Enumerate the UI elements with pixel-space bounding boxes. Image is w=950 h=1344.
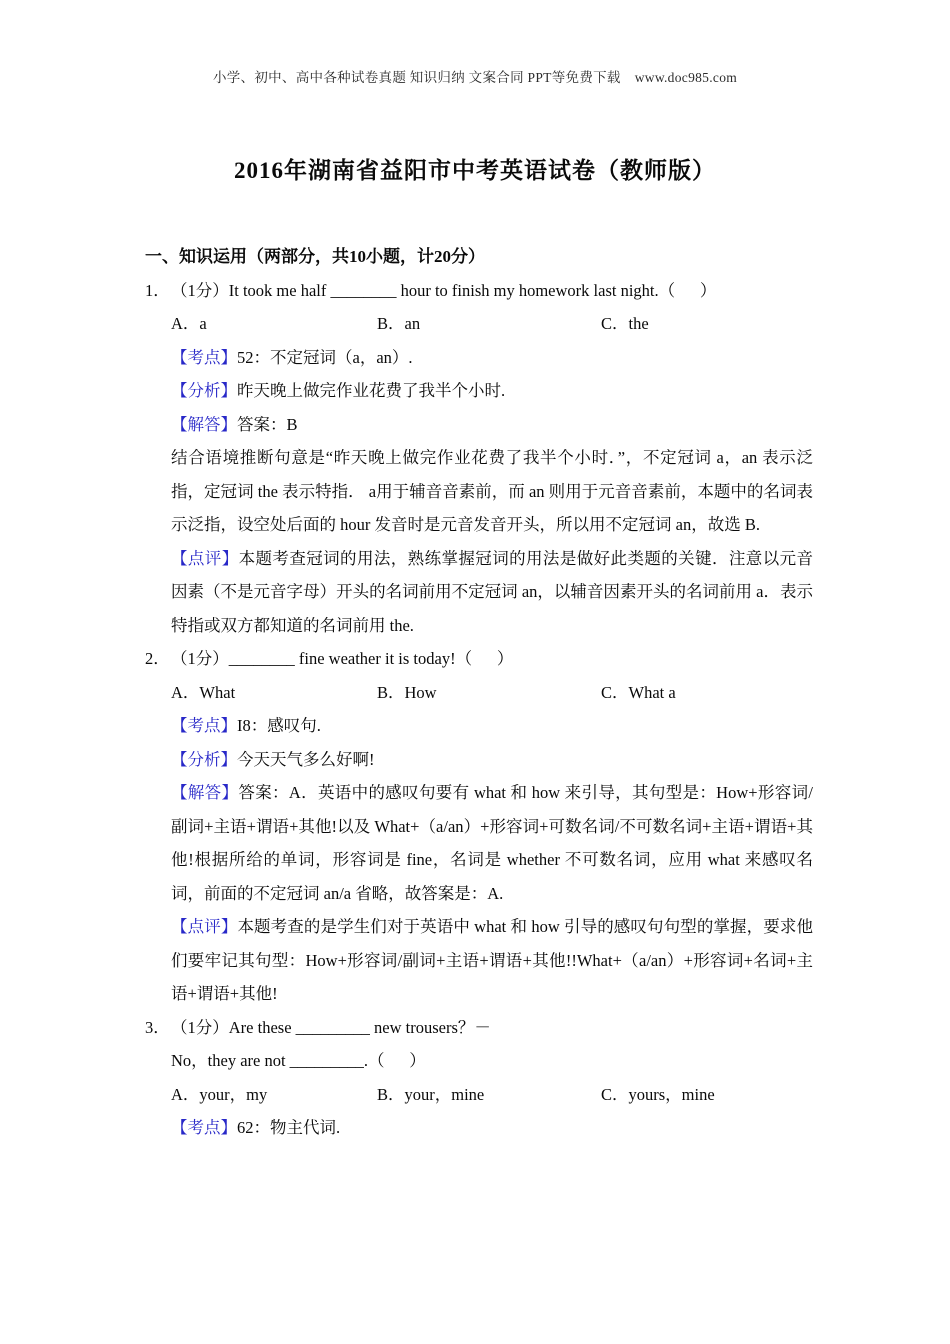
kaodian-label: 【考点】: [171, 1118, 237, 1137]
fenxi-label: 【分析】: [171, 381, 237, 400]
dianping-text: 本题考查冠词的用法，熟练掌握冠词的用法是做好此类题的关键．注意以元音因素（不是元音字母）开头的名词前用不定冠词 an，以辅音因素开头的名词前用 a．表示特指或双方都知道的名词前用 the.: [171, 548, 814, 635]
site-header: [0, 66, 950, 86]
kaodian-text: 62：物主代词.: [237, 1118, 341, 1137]
dianping-line: [171, 910, 813, 1011]
dianping-label: 【点评】: [171, 917, 238, 936]
header-promo-text: 小学、初中、高中各种试卷真题 知识归纳 文案合同 PPT等免费下载: [212, 70, 621, 85]
options-row: [171, 307, 813, 341]
option-b: B．How: [377, 682, 437, 702]
question-stem-line2: No，they are not _________.（ ）: [171, 1051, 426, 1070]
options-row: [171, 1078, 813, 1112]
kaodian-label: 【考点】: [171, 347, 237, 367]
option-a: A．your，my: [171, 1084, 268, 1104]
exam-content: [145, 240, 813, 1145]
kaodian-text: I8：感叹句.: [237, 716, 321, 735]
fenxi-text: 今天天气多么好啊!: [237, 749, 375, 769]
question-stem-text: （1分）Are these _________ new trousers？－: [171, 1017, 491, 1037]
fenxi-line: [171, 374, 813, 408]
dianping-label: 【点评】: [171, 548, 239, 568]
jieda-line: [171, 408, 813, 442]
option-a: A．What: [171, 682, 236, 702]
option-a: A．a: [171, 314, 207, 333]
page-title: 2016年湖南省益阳市中考英语试卷（教师版）: [234, 158, 716, 183]
kaodian-line: [171, 709, 813, 743]
question-stem-text: （1分）It took me half ________ hour to finish my homework last night.（ ）: [171, 280, 717, 300]
option-c: C．What a: [601, 682, 676, 702]
kaodian-line: [171, 1111, 813, 1145]
jieda-text: 答案：A．英语中的感叹句要有 what 和 how 来引导，其句型是：How+形容词/副词+主语+谓语+其他!以及 What+（a/an）+形容词+可数名词/不可数名词+主语+谓语+其他!根据所给的单词，形容词是 fine，名词是 whether 不可数名词，应用 what 来感叹名词，前面的不定冠词 an/a 省略，故答案是：A.: [171, 783, 813, 903]
question-number: 1．: [145, 280, 170, 300]
section-heading: 一、知识运用（两部分，共10小题，计20分）: [145, 247, 485, 266]
option-c: C．yours，mine: [601, 1084, 715, 1104]
jieda-label: 【解答】: [171, 783, 239, 802]
fenxi-label: 【分析】: [171, 749, 237, 769]
dianping-line: [171, 542, 813, 643]
question-1: [145, 274, 813, 643]
option-c: C．the: [601, 314, 649, 333]
option-b: B．your，mine: [377, 1084, 485, 1104]
question-number: 2．: [145, 649, 170, 668]
fenxi-text: 昨天晚上做完作业花费了我半个小时.: [237, 381, 506, 400]
question-number: 3．: [145, 1017, 170, 1037]
kaodian-label: 【考点】: [171, 716, 237, 735]
question-stem: [145, 274, 813, 308]
site-url: www.doc985.com: [634, 70, 738, 85]
question-stem: [145, 1011, 813, 1045]
question-stem: [145, 642, 813, 676]
question-3: [145, 1011, 813, 1145]
option-b: B．an: [377, 314, 421, 333]
jieda-detail: 结合语境推断句意是“昨天晚上做完作业花费了我半个小时．”，不定冠词 a，an 表示泛指，定冠词 the 表示特指． a用于辅音音素前，而 an 则用于元音音素前，本题中的名词表示泛指，设空处后面的 hour 发音时是元音发音开头，所以用不定冠词 an，故选 B.: [171, 448, 813, 534]
dianping-text: 本题考查的是学生们对于英语中 what 和 how 引导的感叹句句型的掌握，要求他们要牢记其句型：How+形容词/副词+主语+谓语+其他!!What+（a/an）+形容词+名词+主语+谓语+其他!: [171, 917, 813, 1003]
kaodian-text: 52：不定冠词（a，an）.: [237, 347, 413, 367]
fenxi-line: [171, 743, 813, 777]
question-stem-text: （1分）________ fine weather it is today!（ ）: [171, 649, 514, 668]
jieda-label: 【解答】: [171, 414, 237, 434]
jieda-text: 答案：B: [237, 414, 298, 434]
kaodian-line: [171, 341, 813, 375]
jieda-line: [171, 776, 813, 910]
options-row: [171, 676, 813, 710]
question-2: [145, 642, 813, 1011]
